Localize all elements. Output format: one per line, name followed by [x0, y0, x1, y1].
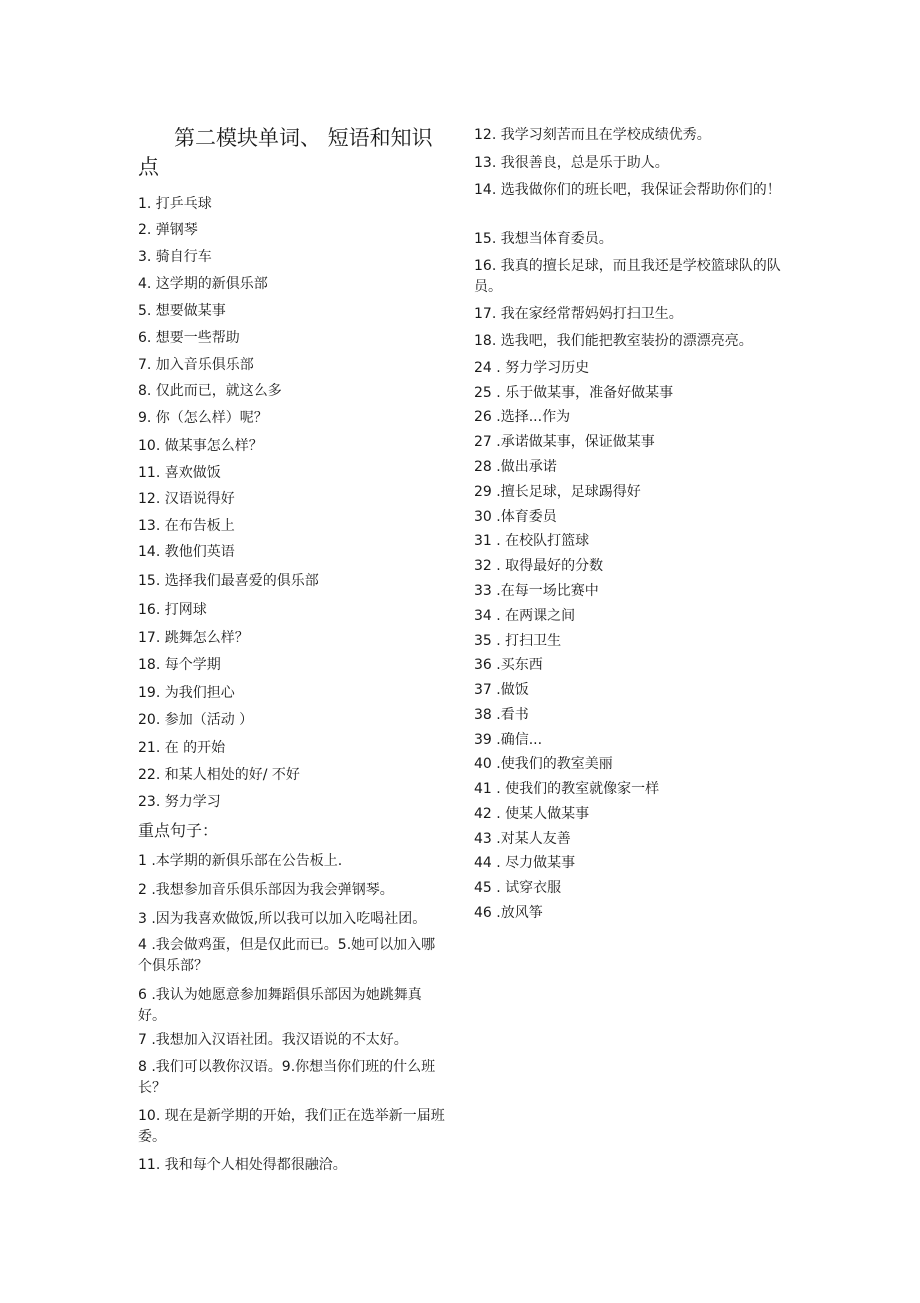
phrase-item: 42 . 使某人做某事: [474, 806, 590, 822]
phrase-item: 43 .对某人友善: [474, 831, 571, 847]
phrase-item: 41 . 使我们的教室就像家一样: [474, 781, 660, 797]
phrase-item: 39 .确信...: [474, 732, 543, 748]
phrase-item: 11. 喜欢做饭: [138, 465, 221, 481]
sentence-item: 16. 我真的擅长足球，而且我还是学校篮球队的队员。: [474, 258, 781, 295]
sentence-item: 12. 我学习刻苦而且在学校成绩优秀。: [474, 127, 711, 143]
sentence-item: 4 .我会做鸡蛋，但是仅此而已。5.她可以加入哪个俱乐部？: [138, 937, 436, 974]
sentence-item: 1 .本学期的新俱乐部在公告板上.: [138, 853, 343, 869]
sentence-item: 7 .我想加入汉语社团。我汉语说的不太好。: [138, 1032, 408, 1048]
phrase-item: 21. 在 的开始: [138, 740, 226, 756]
sentence-item: 8 .我们可以教你汉语。9.你想当你们班的什么班长？: [138, 1059, 436, 1096]
sentence-item: 14. 选我做你们的班长吧，我保证会帮助你们的！: [474, 182, 781, 198]
phrase-item: 28 .做出承诺: [474, 459, 557, 475]
title-line-1: 第二模块单词、 短语和知识: [174, 126, 433, 150]
phrase-item: 13. 在布告板上: [138, 518, 235, 534]
phrase-item: 45 . 试穿衣服: [474, 880, 562, 896]
phrase-item: 6. 想要一些帮助: [138, 330, 240, 346]
sentence-item: 3 .因为我喜欢做饭,所以我可以加入吃喝社团。: [138, 911, 427, 927]
phrase-item: 38 .看书: [474, 707, 529, 723]
page-title: [138, 124, 450, 182]
phrase-item: 17. 跳舞怎么样？: [138, 630, 249, 646]
sentence-item: 17. 我在家经常帮妈妈打扫卫生。: [474, 306, 683, 322]
phrase-item: 35 . 打扫卫生: [474, 633, 562, 649]
phrase-item: 46 .放风筝: [474, 905, 543, 921]
phrase-item: 26 .选择...作为: [474, 409, 571, 425]
phrase-item: 14. 教他们英语: [138, 544, 235, 560]
phrase-item: 33 .在每一场比赛中: [474, 583, 599, 599]
sentence-item: 11. 我和每个人相处得都很融洽。: [138, 1157, 347, 1173]
phrase-item: 27 .承诺做某事，保证做某事: [474, 434, 655, 450]
phrase-item: 9. 你（怎么样）呢？: [138, 410, 268, 426]
phrase-item: 1. 打乒乓球: [138, 196, 212, 212]
phrase-item: 32 . 取得最好的分数: [474, 558, 604, 574]
phrase-item: 36 .买东西: [474, 657, 543, 673]
phrase-item: 31 . 在校队打篮球: [474, 533, 590, 549]
phrase-item: 15. 选择我们最喜爱的俱乐部: [138, 573, 319, 589]
phrase-item: 40 .使我们的教室美丽: [474, 756, 613, 772]
sentence-item: 15. 我想当体育委员。: [474, 231, 613, 247]
phrase-item: 19. 为我们担心: [138, 685, 235, 701]
phrase-item: 8. 仅此而已，就这么多: [138, 383, 282, 399]
phrase-item: 25 . 乐于做某事，准备好做某事: [474, 385, 674, 401]
phrase-item: 30 .体育委员: [474, 509, 557, 525]
phrase-item: 12. 汉语说得好: [138, 491, 235, 507]
phrase-item: 22. 和某人相处的好/ 不好: [138, 767, 300, 783]
sentence-item: 18. 选我吧，我们能把教室装扮的漂漂亮亮。: [474, 333, 753, 349]
phrase-item: 10. 做某事怎么样？: [138, 438, 263, 454]
sentences-heading: 重点句子：: [138, 821, 219, 840]
phrase-item: 37 .做饭: [474, 682, 529, 698]
phrase-item: 3. 骑自行车: [138, 249, 212, 265]
phrase-item: 29 .擅长足球，足球踢得好: [474, 484, 641, 500]
sentence-item: 10. 现在是新学期的开始，我们正在选举新一届班委。: [138, 1108, 445, 1145]
sentence-item: 6 .我认为她愿意参加舞蹈俱乐部因为她跳舞真好。: [138, 987, 422, 1024]
sentence-item: 13. 我很善良，总是乐于助人。: [474, 155, 669, 171]
phrase-item: 44 . 尽力做某事: [474, 855, 576, 871]
phrase-item: 23. 努力学习: [138, 794, 221, 810]
phrase-item: 18. 每个学期: [138, 657, 221, 673]
phrase-item: 4. 这学期的新俱乐部: [138, 276, 268, 292]
phrase-item: 20. 参加（活动 ）: [138, 712, 254, 728]
sentence-item: 2 .我想参加音乐俱乐部因为我会弹钢琴。: [138, 882, 394, 898]
phrase-item: 34 . 在两课之间: [474, 608, 576, 624]
phrase-item: 16. 打网球: [138, 602, 207, 618]
phrase-item: 7. 加入音乐俱乐部: [138, 357, 254, 373]
phrase-item: 5. 想要做某事: [138, 303, 226, 319]
title-line-2: 点: [138, 155, 159, 179]
phrase-item: 2. 弹钢琴: [138, 222, 198, 238]
phrase-item: 24 . 努力学习历史: [474, 360, 590, 376]
